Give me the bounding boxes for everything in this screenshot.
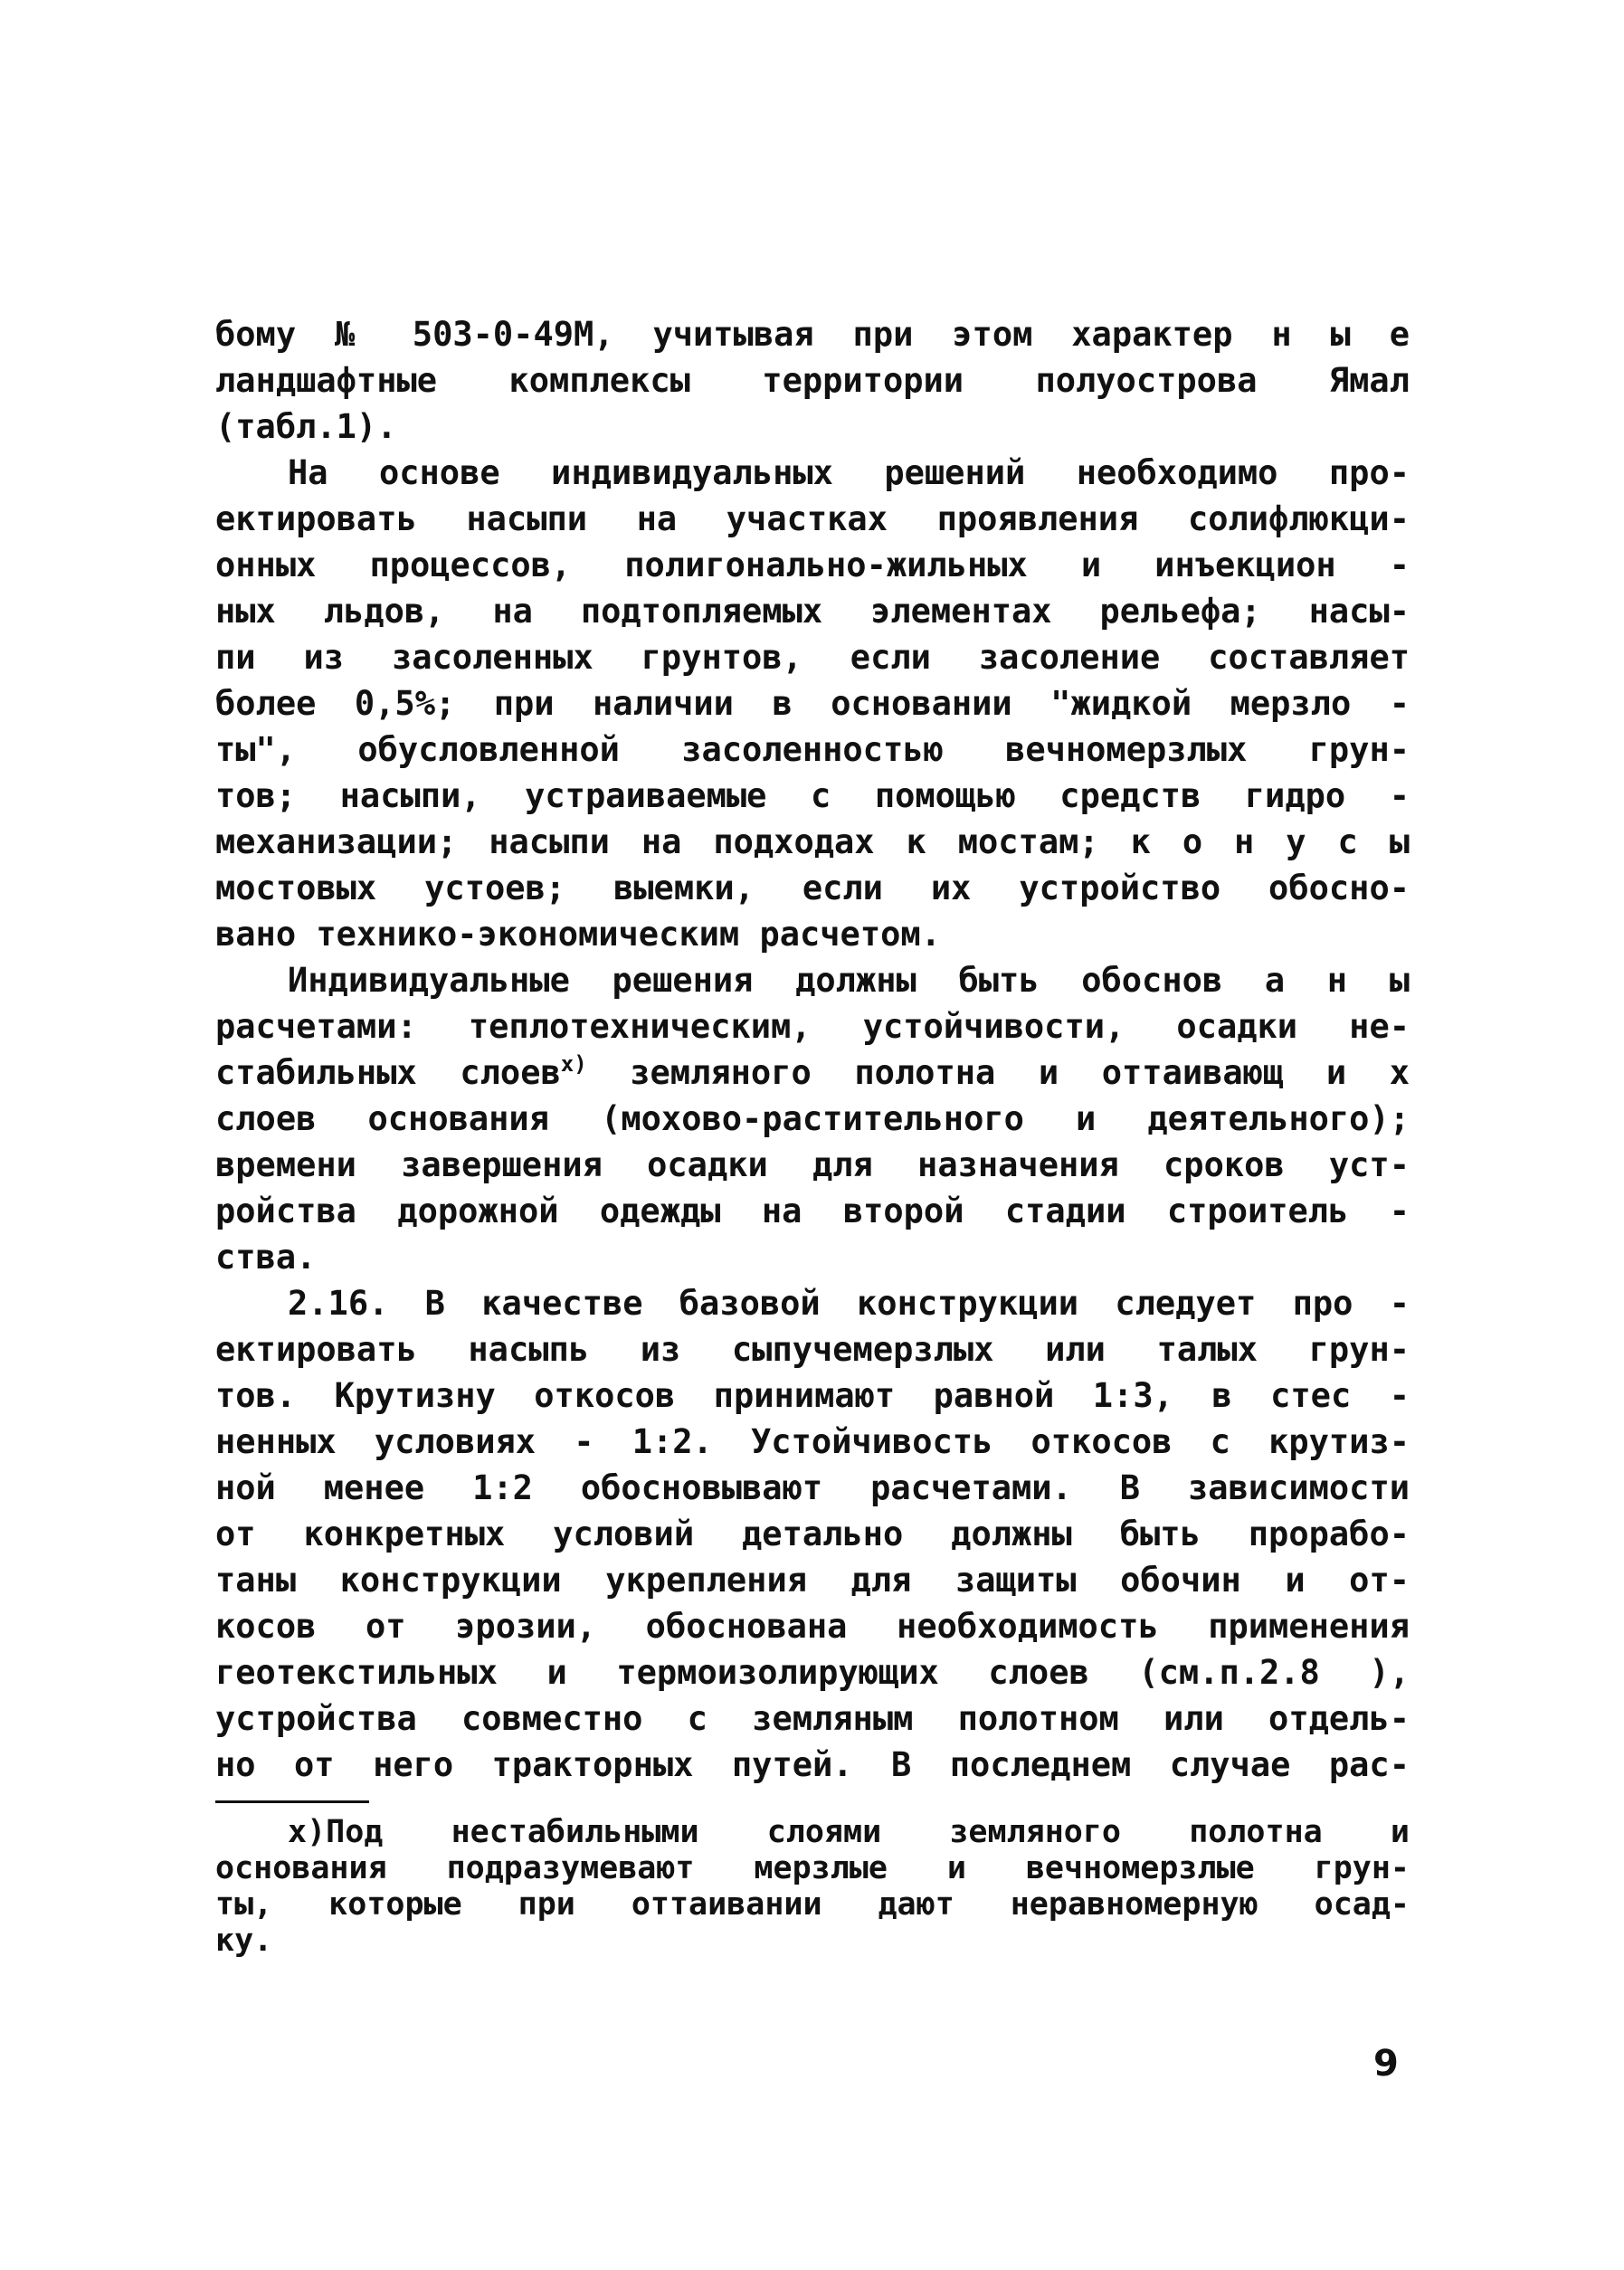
text-line: ты", обусловленной засоленностью вечномерзлых грун- [215, 730, 1410, 769]
paragraph-4 [215, 1280, 1410, 1788]
text-line: геотекстильных и термоизолирующих слоев (см.п.2.8 ), [215, 1653, 1410, 1692]
text-line: ненных условиях - 1:2. Устойчивость откосов с крутиз- [215, 1422, 1410, 1461]
footnote-divider [215, 1800, 369, 1803]
text-line-with-note [215, 1050, 1410, 1096]
text-fragment: стабильных слоев [215, 1053, 561, 1092]
text-line: пи из засоленных грунтов, если засоление составляет [215, 638, 1410, 677]
text-line: но от него тракторных путей. В последнем случае рас- [215, 1745, 1410, 1784]
text-line: ландшафтные комплексы территории полуострова Ямал [215, 361, 1410, 400]
page-number: 9 [1373, 2043, 1399, 2085]
text-line: (табл.1). [215, 407, 397, 446]
text-line: мостовых устоев; выемки, если их устройство обосно- [215, 869, 1410, 907]
text-fragment: земляного полотна и оттаивающ и х [586, 1053, 1410, 1092]
text-line: Индивидуальные решения должны быть обоснов а н ы [288, 961, 1410, 1000]
text-line: На основе индивидуальных решений необходимо про- [288, 453, 1410, 492]
text-line: ной менее 1:2 обосновывают расчетами. В зависимости [215, 1468, 1410, 1507]
text-line: 2.16. В качестве базовой конструкции следует про - [288, 1284, 1410, 1323]
text-line: онных процессов, полигонально-жильных и инъекцион - [215, 546, 1410, 584]
text-line: времени завершения осадки для назначения сроков уст- [215, 1145, 1410, 1184]
footnote-line: ку. [215, 1923, 273, 1959]
text-line: более 0,5%; при наличии в основании "жидкой мерзло - [215, 684, 1410, 723]
paragraph-2 [215, 450, 1410, 957]
text-line: от конкретных условий детально должны быть прорабо- [215, 1515, 1410, 1553]
text-line: ройства дорожной одежды на второй стадии строитель - [215, 1192, 1410, 1230]
paragraph-1 [215, 311, 1410, 450]
text-line: устройства совместно с земляным полотном или отдель- [215, 1699, 1410, 1738]
body-text [215, 311, 1410, 1788]
text-line: ных льдов, на подтопляемых элементах рельефа; насы- [215, 592, 1410, 631]
footnote [215, 1814, 1410, 1959]
text-line: таны конструкции укрепления для защиты обочин и от- [215, 1561, 1410, 1600]
text-line: расчетами: теплотехническим, устойчивости, осадки не- [215, 1007, 1410, 1046]
paragraph-3 [215, 957, 1410, 1280]
text-fragment: Под нестабильными слоями земляного полотна и [326, 1814, 1410, 1850]
text-line: ства. [215, 1238, 317, 1277]
footnote-reference: х) [560, 1051, 587, 1077]
footnote-line: ты, которые при оттаивании дают неравномерную осад- [215, 1886, 1410, 1923]
text-line: ектировать насыпи на участках проявления солифлюкци- [215, 499, 1410, 538]
text-line: слоев основания (мохово-растительного и деятельного); [215, 1099, 1410, 1138]
text-line: вано технико-экономическим расчетом. [215, 915, 941, 954]
text-line: тов. Крутизну откосов принимают равной 1:3, в стес - [215, 1376, 1410, 1415]
text-line: бому № 503-0-49М, учитывая при этом характер н ы е [215, 315, 1410, 354]
text-line: тов; насыпи, устраиваемые с помощью средств гидро - [215, 776, 1410, 815]
footnote-marker: х) [288, 1814, 327, 1850]
text-line: механизации; насыпи на подходах к мостам; к о н у с ы [215, 822, 1410, 861]
footnote-line [215, 1814, 1410, 1850]
footnote-line: основания подразумевают мерзлые и вечномерзлые грун- [215, 1850, 1410, 1886]
text-line: ектировать насыпь из сыпучемерзлых или талых грун- [215, 1330, 1410, 1369]
text-line: косов от эрозии, обоснована необходимость применения [215, 1607, 1410, 1646]
